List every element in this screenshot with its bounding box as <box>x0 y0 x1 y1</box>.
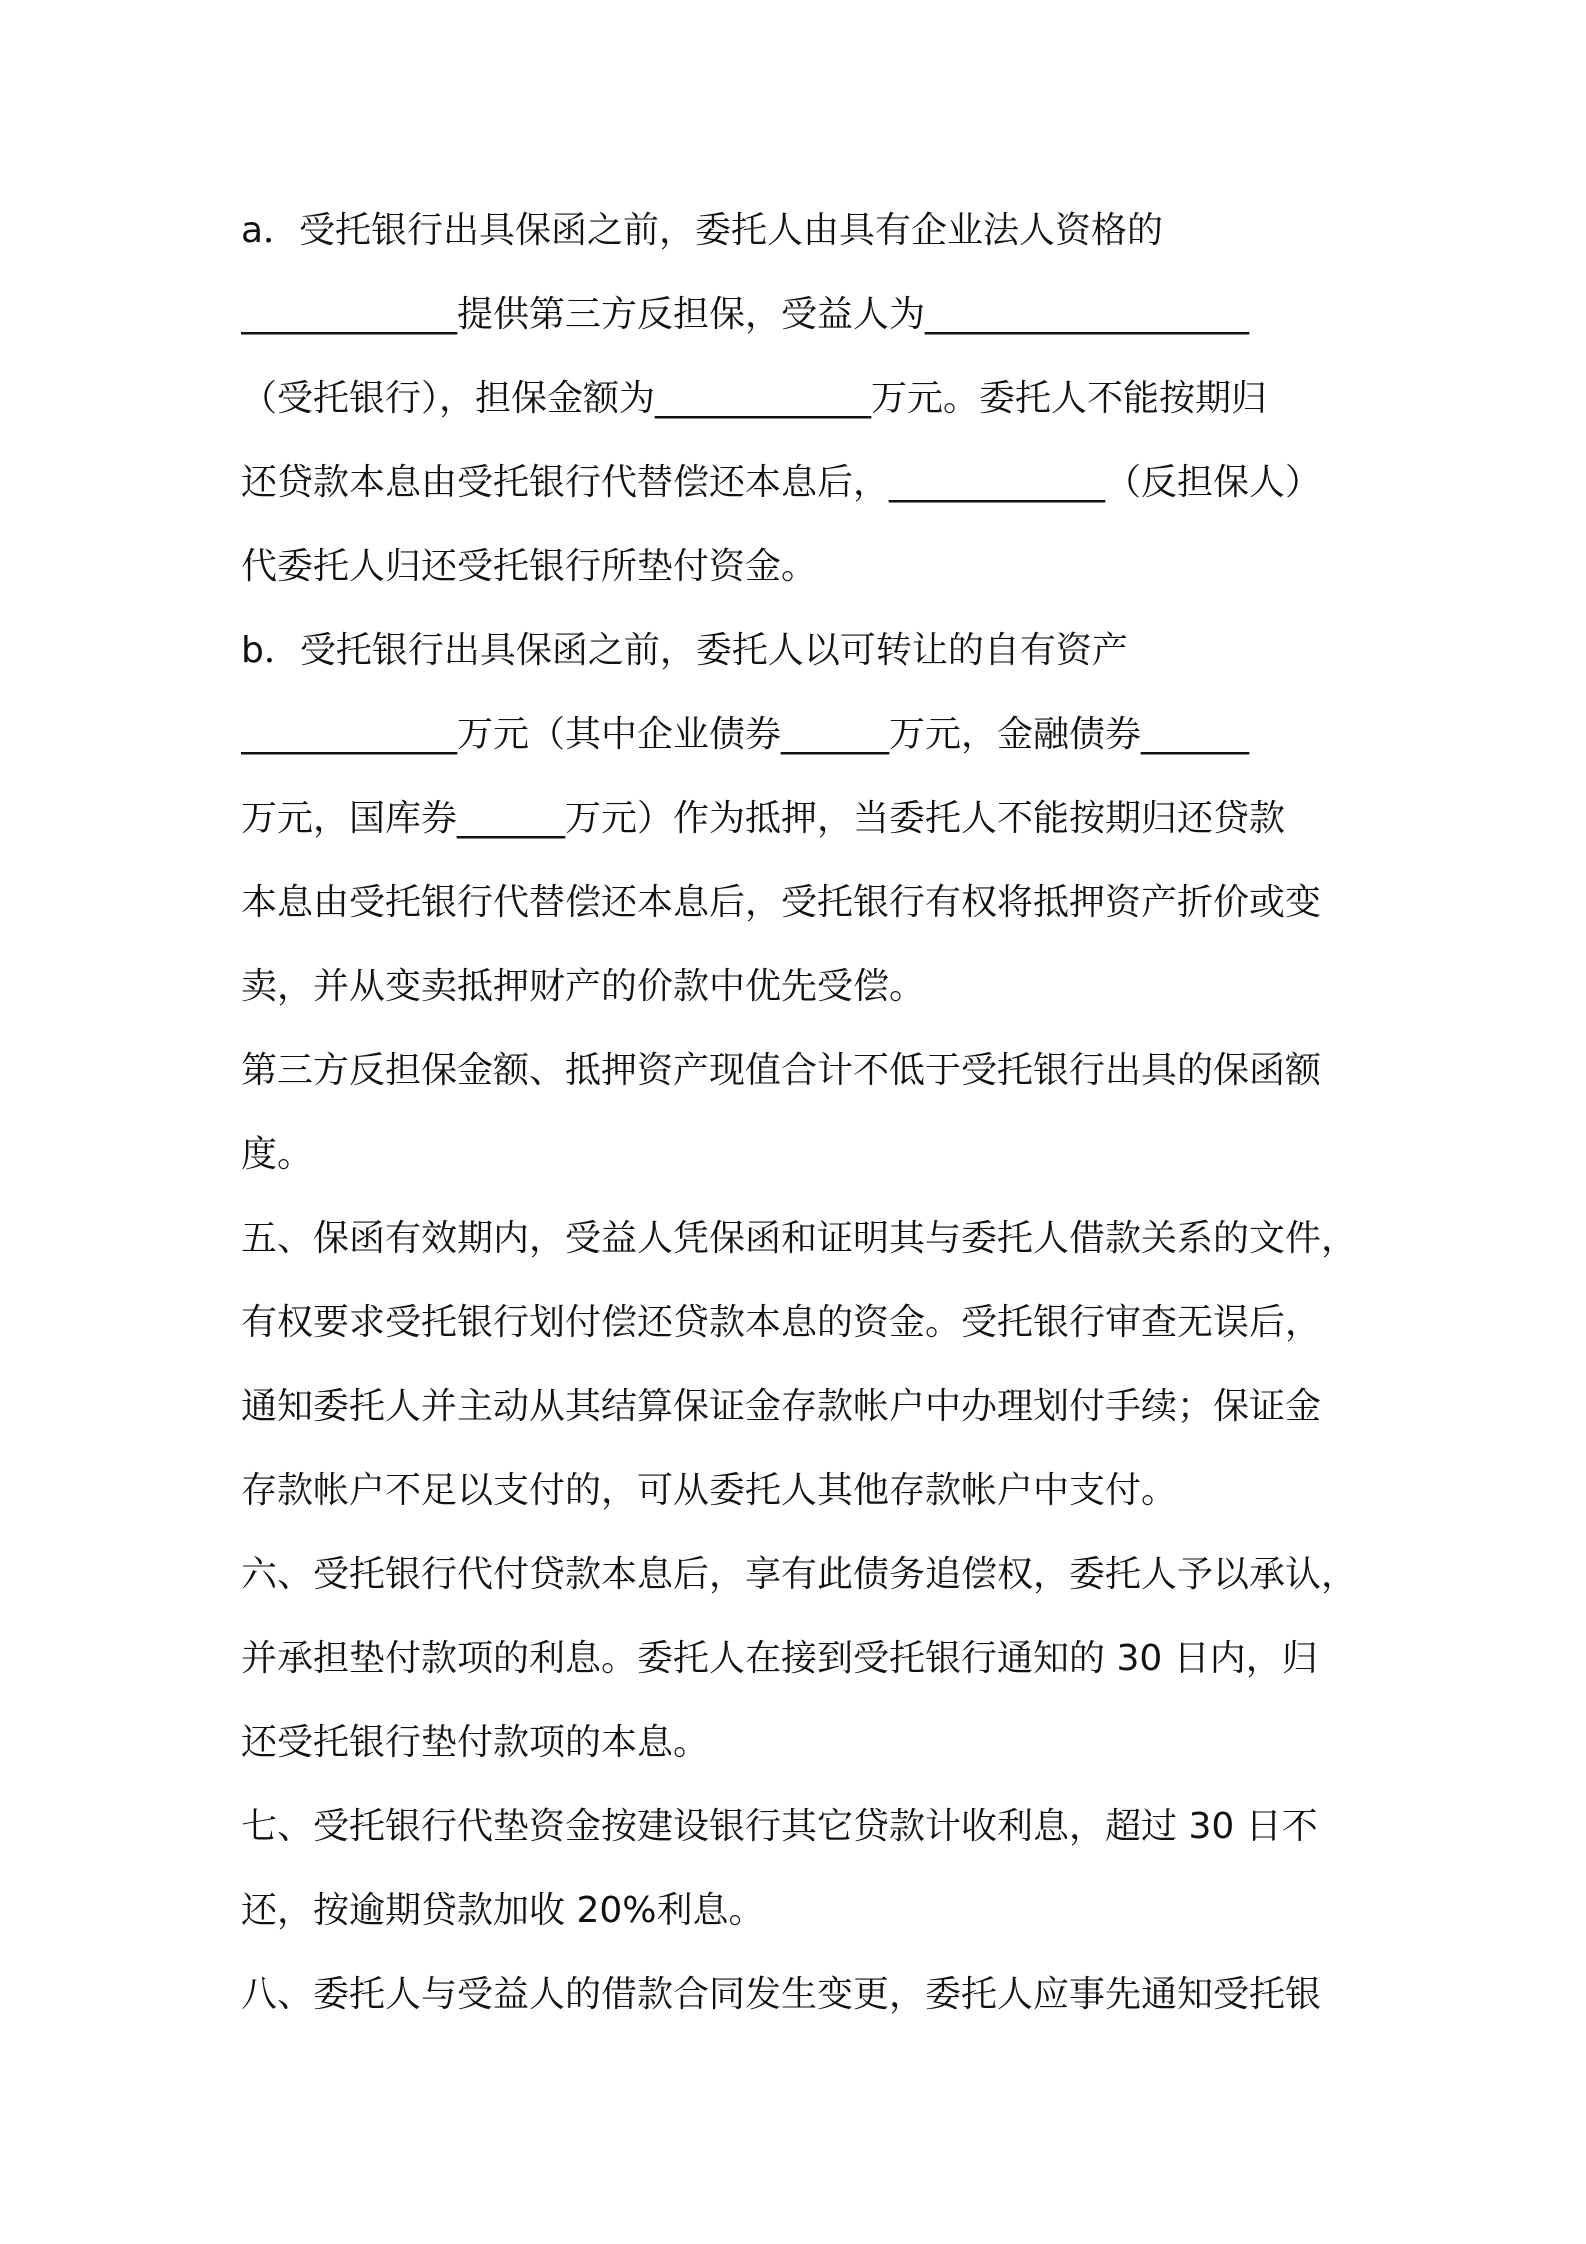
text-line: 代委托人归还受托银行所垫付资金。 <box>241 546 818 587</box>
text-line: 有权要求受托银行划付偿还贷款本息的资金。受托银行审查无误后， <box>241 1302 1322 1343</box>
text-line: a．受托银行出具保函之前，委托人由具有企业法人资格的 <box>241 210 1164 251</box>
text-line: 八、委托人与受益人的借款合同发生变更，委托人应事先通知受托银 <box>241 1974 1322 2015</box>
text-line: 还受托银行垫付款项的本息。 <box>241 1722 710 1763</box>
text-line: 还贷款本息由受托银行代替偿还本息后，____________（反担保人） <box>241 462 1322 503</box>
text-line: 七、受托银行代垫资金按建设银行其它贷款计收利息，超过 30 日不 <box>241 1806 1318 1847</box>
text-line: ____________提供第三方反担保，受益人为__________________ <box>241 294 1250 335</box>
text-line: 万元，国库券______万元）作为抵押，当委托人不能按期归还贷款 <box>241 798 1286 839</box>
text-line: 并承担垫付款项的利息。委托人在接到受托银行通知的 30 日内，归 <box>241 1638 1318 1679</box>
text-line: （受托银行），担保金额为____________万元。委托人不能按期归 <box>241 378 1268 419</box>
text-line: 第三方反担保金额、抵押资产现值合计不低于受托银行出具的保函额 <box>241 1050 1322 1091</box>
text-line: 五、保函有效期内，受益人凭保函和证明其与委托人借款关系的文件， <box>241 1218 1358 1259</box>
text-line: 通知委托人并主动从其结算保证金存款帐户中办理划付手续；保证金 <box>241 1386 1322 1427</box>
text-line: b．受托银行出具保函之前，委托人以可转让的自有资产 <box>241 630 1128 671</box>
text-line: 度。 <box>241 1134 314 1175</box>
text-line: ____________万元（其中企业债券______万元，金融债券______ <box>241 714 1250 755</box>
text-line: 本息由受托银行代替偿还本息后，受托银行有权将抵押资产折价或变 <box>241 882 1322 923</box>
text-line: 还，按逾期贷款加收 20%利息。 <box>241 1890 765 1931</box>
text-line: 存款帐户不足以支付的，可从委托人其他存款帐户中支付。 <box>241 1470 1178 1511</box>
text-line: 卖，并从变卖抵押财产的价款中优先受偿。 <box>241 966 926 1007</box>
text-line: 六、受托银行代付贷款本息后，享有此债务追偿权，委托人予以承认， <box>241 1554 1358 1595</box>
